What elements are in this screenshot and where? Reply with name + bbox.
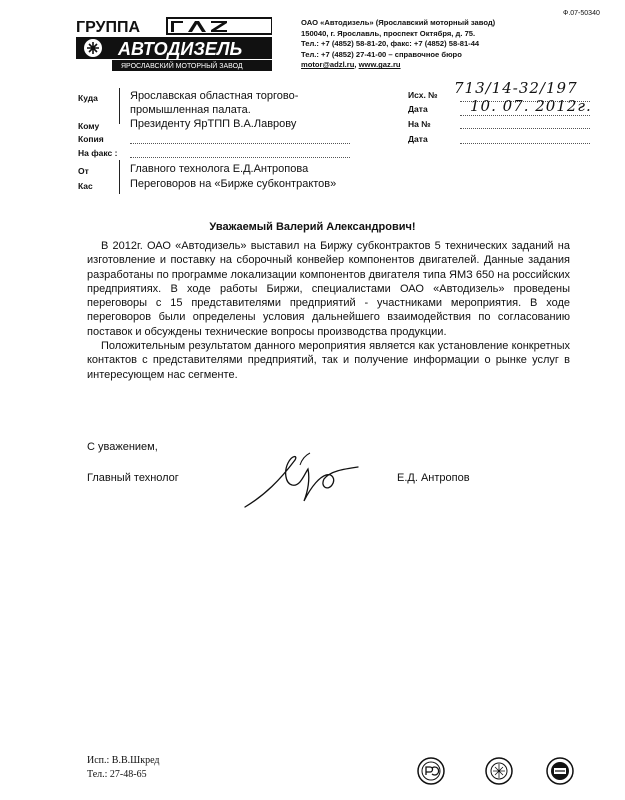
header-bracket-line-lower: [119, 160, 120, 194]
ref-label: Исх. №: [408, 90, 438, 100]
company-email[interactable]: motor@adzl.ru: [301, 60, 355, 70]
contacts-separator: ,: [354, 60, 359, 70]
form-code: Ф.07-50340: [563, 10, 600, 17]
date-value: 10. 07. 2012г.: [470, 97, 592, 115]
footer-phone: Тел.: 27-48-65: [87, 769, 147, 780]
company-phone-info: Тел.: +7 (4852) 27-41-00 – справочное бюро: [301, 49, 462, 59]
date-line: [460, 115, 590, 116]
body-paragraph-2: Положительным результатом данного мероприятия является как установление конкретных контактов с представителями предприятий, так и получение информации о рынке услуг в интересующем нас сегменте.: [87, 340, 570, 381]
iso-certification-mark: [545, 756, 575, 786]
company-address: 150040, г. Ярославль, проспект Октября, д. 75.: [301, 28, 476, 38]
closing-position: Главный технолог: [87, 472, 179, 484]
logo-group-word: ГРУППА: [76, 19, 141, 36]
letter-body: [87, 239, 570, 382]
company-contacts: [301, 60, 551, 71]
company-logo: [76, 15, 272, 73]
whom-value: Президенту ЯрТПП В.А.Лаврову: [130, 118, 297, 130]
header-bracket-line: [119, 88, 120, 124]
in-ref-line: [460, 128, 590, 129]
from-label: От: [78, 166, 89, 176]
in-ref-label: На №: [408, 119, 431, 129]
footer-executor: Исп.: В.В.Шкред: [87, 755, 160, 766]
subject-value: Переговоров на «Бирже субконтрактов»: [130, 178, 337, 190]
to-label: Куда: [78, 93, 98, 103]
closing-regards: С уважением,: [87, 441, 158, 453]
logo-graphic: [76, 15, 272, 73]
body-paragraph-1: В 2012г. ОАО «Автодизель» выставил на Биржу субконтрактов 5 технических заданий на изготовление и поставку на сборочный конвейер компонентов двигателей. Данные задания разработаны по программе локализации компонентов двигателя типа ЯМЗ 650 на российских предприятиях. В ходе работы Биржи, специалистами ОАО «Автодизель» проведены переговоры с 15 представителями предприятий - участниками мероприятия. В ходе переговоров были определены условия дальнейшего взаимодействия по согласованию поставок и обсуждены технические вопросы производства продукции.: [87, 240, 571, 338]
salutation: Уважаемый Валерий Александрович!: [209, 221, 416, 233]
to-value-line1: Ярославская областная торгово-: [130, 90, 299, 102]
logo-brand: АВТОДИЗЕЛЬ: [118, 39, 243, 59]
copy-line: [130, 143, 350, 144]
signature: [240, 445, 370, 515]
to-value-line2: промышленная палата.: [130, 104, 251, 116]
company-website[interactable]: www.gaz.ru: [358, 60, 401, 70]
in-date-label: Дата: [408, 134, 428, 144]
company-phone-fax: Тел.: +7 (4852) 58-81-20, факс: +7 (4852) 58-81-44: [301, 39, 480, 49]
company-details: [301, 18, 551, 71]
quality-certification-mark: [484, 756, 514, 786]
logo-subtitle: ЯРОСЛАВСКИЙ МОТОРНЫЙ ЗАВОД: [121, 63, 243, 70]
fax-line: [130, 157, 350, 158]
fax-label: На факс :: [78, 148, 118, 158]
date-label: Дата: [408, 104, 428, 114]
subject-label: Кас: [78, 181, 93, 191]
from-value: Главного технолога Е.Д.Антропова: [130, 163, 309, 175]
whom-label: Кому: [78, 121, 100, 131]
rst-certification-mark: [416, 756, 446, 786]
in-date-line: [460, 143, 590, 144]
company-name: ОАО «Автодизель» (Ярославский моторный завод): [301, 18, 496, 27]
ref-value: 713/14-32/197: [454, 79, 578, 97]
copy-label: Копия: [78, 134, 104, 144]
closing-name: Е.Д. Антропов: [397, 472, 470, 484]
